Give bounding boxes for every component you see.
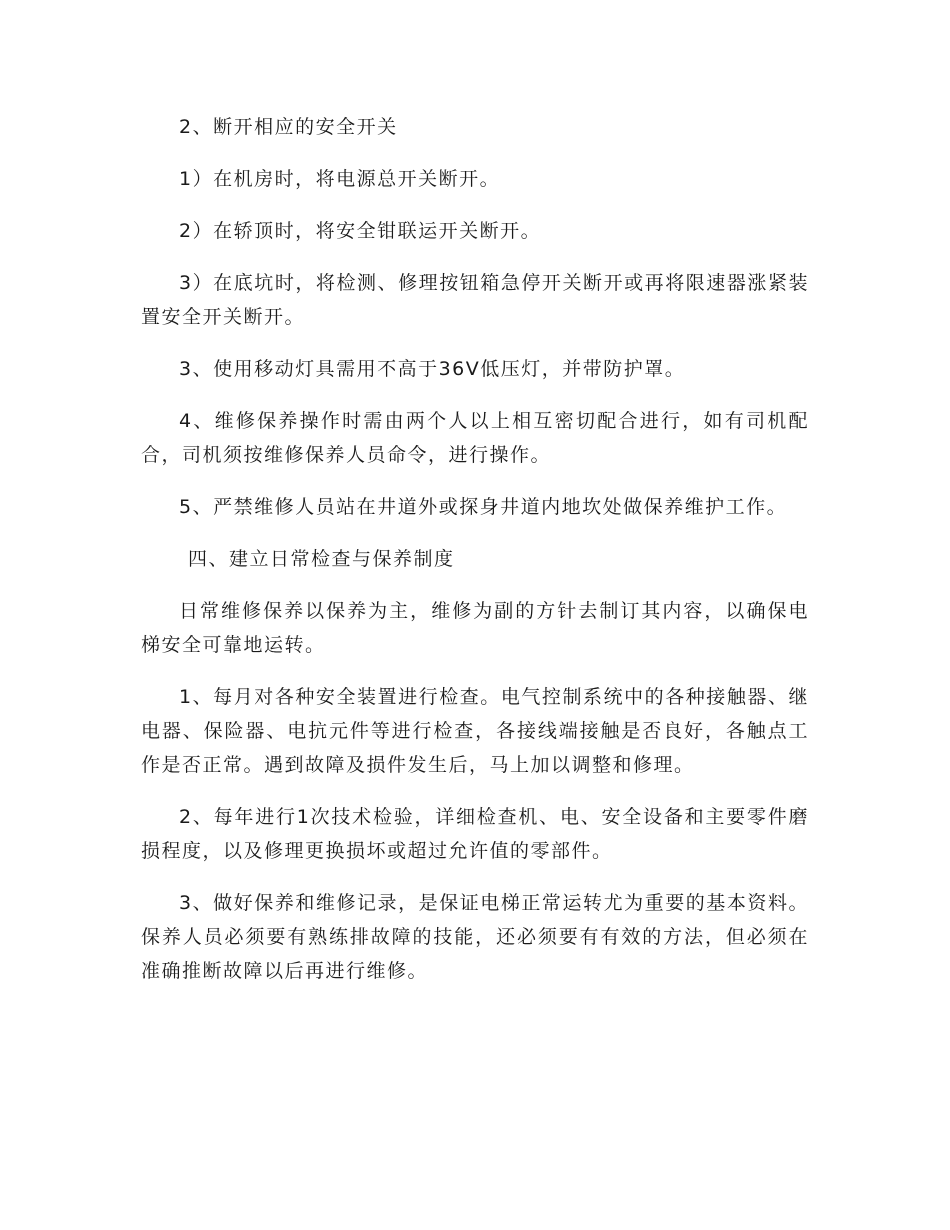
paragraph-portable-lamp: 3、使用移动灯具需用不高于36V低压灯，并带防护罩。: [179, 358, 686, 380]
paragraph-records: 3、做好保养和维修记录，是保证电梯正常运转尤为重要的基本资料。保养人员必须要有熟练排故障的技能，还必须要有有效的方法，但必须在准确推断故障以后再进行维修。: [141, 892, 809, 982]
paragraph-daily-maintenance: 日常维修保养以保养为主，维修为副的方针去制订其内容，以确保电梯安全可靠地运转。: [141, 600, 809, 656]
paragraph-car-top: 2）在轿顶时，将安全钳联运开关断开。: [179, 220, 542, 242]
paragraph-annual-inspection: 2、每年进行1次技术检验，详细检查机、电、安全设备和主要零件磨损程度，以及修理更换损坏或超过允许值的零部件。: [141, 806, 809, 862]
paragraph-machine-room: 1）在机房时，将电源总开关断开。: [179, 168, 501, 190]
paragraph-safety-switch: 2、断开相应的安全开关: [179, 116, 398, 138]
document-body: [141, 110, 809, 1006]
paragraph-two-person: 4、维修保养操作时需由两个人以上相互密切配合进行，如有司机配合，司机须按维修保养人员命令，进行操作。: [141, 410, 809, 466]
section-heading: 四、建立日常检查与保养制度: [188, 548, 455, 570]
paragraph-prohibition: 5、严禁维修人员站在井道外或探身井道内地坎处做保养维护工作。: [179, 496, 788, 518]
paragraph-monthly-check: 1、每月对各种安全装置进行检查。电气控制系统中的各种接触器、继电器、保险器、电抗元件等进行检查，各接线端接触是否良好，各触点工作是否正常。遇到故障及损件发生后，马上加以调整和修理。: [141, 686, 809, 776]
paragraph-pit: 3）在底坑时，将检测、修理按钮箱急停开关断开或再将限速器涨紧装置安全开关断开。: [141, 272, 809, 328]
